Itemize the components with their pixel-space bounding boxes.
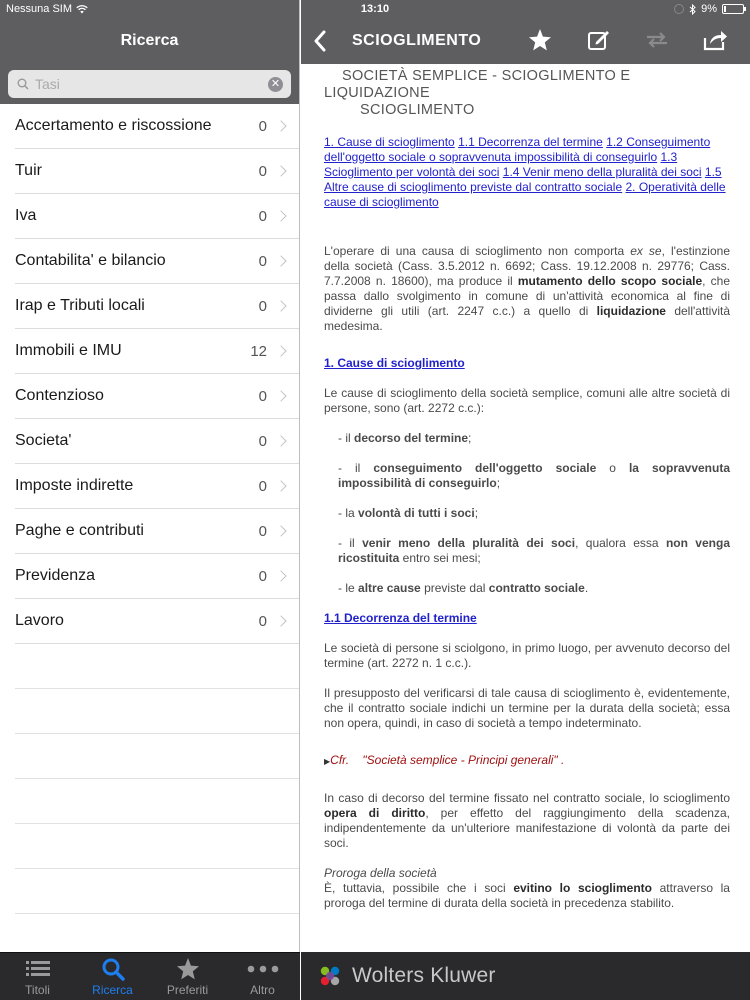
battery-percent: 9% [701,3,717,15]
empty-row [15,869,299,914]
cfr-label: Cfr. [330,753,350,767]
category-count: 0 [258,387,267,405]
swap-arrows-icon[interactable] [644,28,670,52]
category-row[interactable] [15,239,299,284]
text-run: - il [338,536,363,550]
category-count: 0 [258,297,267,315]
battery-icon [722,4,744,14]
tab-altro-label: Altro [250,983,275,997]
orientation-lock-icon [674,4,684,14]
category-label: Accertamento e riscossione [15,117,212,134]
text-run: volontà di tutti i soci [358,506,475,520]
category-label: Societa' [15,432,72,449]
doc-heading [324,68,730,119]
text-run: L'operare di una causa di scioglimento non comporta [324,244,631,258]
chevron-right-icon [275,570,286,581]
tab-altro[interactable] [225,953,300,1000]
text-run: , per effetto del raggiungimento della scadenza, indipendentemente da un'ulteriore manifestazione di volontà da parte dei soci. [324,806,730,850]
list-icon [26,956,50,982]
text-run: contratto sociale [488,581,585,595]
category-label: Iva [15,207,37,224]
toc-link[interactable]: 1.2 Conseguimento dell'oggetto sociale o sopravvenuta impossibilità di conseguirlo [324,135,711,164]
doc-heading-line1: SOCIETÀ SEMPLICE - SCIOGLIMENTO E [342,68,631,84]
text-run: la sopravvenuta impossibilità di conseguirlo [338,461,731,490]
section-heading[interactable]: 1.1 Decorrenza del termine [324,611,477,625]
category-count: 0 [258,567,267,585]
back-icon[interactable] [313,30,327,52]
search-input[interactable] [29,71,268,97]
category-count: 0 [258,207,267,225]
chevron-right-icon [275,525,286,536]
toc-link[interactable]: 1.5 Altre cause di scioglimento previste dal contratto sociale [324,165,722,194]
empty-row [15,689,299,734]
category-label: Previdenza [15,567,96,584]
status-time: 13:10 [360,3,390,15]
text-run: mutamento dello scopo sociale [517,274,703,288]
section-paragraph: Le cause di scioglimento della società semplice, comuni alle altre società di persone, sono (art. 2272 c.c.): [324,386,730,415]
text-run: conseguimento dell'oggetto sociale [373,461,597,475]
tab-titoli-label: Titoli [25,983,50,997]
search-box[interactable] [8,70,291,98]
chevron-right-icon [275,165,286,176]
cfr-link-text: "Società semplice - Principi generali" . [362,753,565,767]
chevron-right-icon [275,390,286,401]
category-label: Tuir [15,162,42,179]
edit-note-icon[interactable] [587,28,611,52]
text-run: attraverso la proroga del termine di durata della società in precedenza stabilito. [324,881,730,910]
category-label: Imposte indirette [15,477,134,494]
text-run: . [584,581,589,595]
toc-link[interactable]: 2. Operatività delle cause di scioglimento [324,180,726,209]
category-label: Contabilita' e bilancio [15,252,166,269]
document-title: SCIOGLIMENTO [352,32,482,49]
section-paragraph: Le società di persone si sciolgono, in primo luogo, per avvenuto decorso del termine (art. 2272 n. 1 c.c.). [324,641,730,670]
text-run: evitino lo scioglimento [513,881,652,895]
text-run: opera di diritto [324,806,426,820]
status-right [674,3,744,15]
category-row[interactable] [15,194,299,239]
chevron-right-icon [275,255,286,266]
clear-search-button[interactable]: ✕ [268,77,283,92]
bullet-item [324,431,730,446]
text-run: , l'estinzione della società (Cass. 3.5.2012 n. 6692; Cass. 19.12.2008 n. 29776; Cass. 7.7.2008 n. 18600), ma produce il [324,244,730,288]
chevron-right-icon [275,210,286,221]
section-heading[interactable]: 1. Cause di scioglimento [324,356,465,370]
category-row[interactable] [15,104,299,149]
text-run: previste dal [420,581,489,595]
empty-row [15,644,299,689]
category-count: 0 [258,522,267,540]
search-pane [0,0,300,1000]
text-run: liquidazione [596,304,666,318]
tab-preferiti-label: Preferiti [166,983,209,997]
share-icon[interactable] [702,28,728,52]
document-pane [301,0,750,1000]
category-row[interactable] [15,464,299,509]
toc-link[interactable]: 1.1 Decorrenza del termine [458,135,603,149]
text-run: o [596,461,629,475]
category-row[interactable] [15,599,299,644]
section-paragraph [324,791,730,851]
text-run: È, tuttavia, possibile che i soci [324,881,514,895]
category-list [0,104,299,644]
bullet-item [324,461,730,491]
category-row[interactable] [15,509,299,554]
category-row[interactable] [15,419,299,464]
empty-list-area [0,644,299,914]
tab-bar [0,952,300,1000]
category-label: Immobili e IMU [15,342,122,359]
status-bar [0,0,750,20]
category-label: Irap e Tributi locali [15,297,145,314]
category-count: 0 [258,252,267,270]
chevron-right-icon [275,300,286,311]
bullet-item [324,536,730,566]
text-run: ; [496,476,501,490]
cross-reference[interactable] [324,753,730,769]
category-count: 0 [258,612,267,630]
toc-link[interactable]: 1.3 Scioglimento per volontà dei soci [324,150,678,179]
text-run: - il [338,461,374,475]
category-row[interactable] [15,284,299,329]
category-count: 0 [258,477,267,495]
empty-row [15,824,299,869]
chevron-right-icon [275,615,286,626]
text-run: altre cause [358,581,421,595]
text-run: - il [338,431,354,445]
category-row[interactable] [15,374,299,419]
category-label: Paghe e contributi [15,522,144,539]
brand-footer [301,952,750,1000]
toc-link[interactable]: 1. Cause di scioglimento [324,135,455,149]
favorite-star-icon[interactable] [528,28,552,52]
wolters-kluwer-logo-icon [316,962,344,990]
empty-row [15,779,299,824]
text-run: ; [468,431,472,445]
search-icon [101,956,125,982]
tab-preferiti[interactable] [150,953,225,1000]
tab-ricerca[interactable] [75,953,150,1000]
text-run: decorso del termine [354,431,469,445]
empty-row [15,734,299,779]
bluetooth-icon [689,4,696,15]
search-bar [0,64,299,104]
text-run: non venga ricostituita [338,536,730,565]
text-run: venir meno della pluralità dei soci [362,536,576,550]
more-icon [247,956,279,982]
tab-titoli[interactable] [0,953,75,1000]
text-run: ex se [630,244,662,258]
category-row[interactable] [15,329,299,374]
bullet-item [324,506,730,521]
chevron-right-icon [275,345,286,356]
brand-name: Wolters Kluwer [352,964,496,987]
section-paragraph: Il presupposto del verificarsi di tale causa di scioglimento è, evidentemente, che il contratto sociale indichi un termine per la durata della società; essa non opera, quindi, in caso di società a tempo indeterminato. [324,686,730,730]
text-run: ; [474,506,479,520]
arrow-right-icon: ▶ [324,757,331,766]
text-run: In caso di decorso del termine fissato nel contratto sociale, lo scioglimento [324,791,730,805]
chevron-right-icon [275,435,286,446]
battery-fill [724,6,726,12]
carrier-label: Nessuna SIM [6,3,73,15]
category-count: 0 [258,432,267,450]
category-label: Lavoro [15,612,64,629]
text-run: entro sei mesi; [399,551,481,565]
category-label: Contenzioso [15,387,104,404]
intro-paragraph [324,244,730,334]
toc-link[interactable]: 1.4 Venir meno della pluralità dei soci [502,165,702,179]
text-run: - la [338,506,359,520]
table-of-contents [324,135,730,210]
doc-heading-line2: LIQUIDAZIONE [324,85,430,101]
text-run: dell'attività medesima. [324,304,730,333]
section-paragraph [324,881,730,911]
document-body [301,64,750,952]
search-icon [17,78,29,90]
tab-ricerca-label: Ricerca [92,983,133,997]
category-count: 0 [258,162,267,180]
category-row[interactable] [15,149,299,194]
search-title: Ricerca [120,32,179,49]
bullet-item [324,581,730,596]
chevron-right-icon [275,480,286,491]
chevron-right-icon [275,120,286,131]
text-run: - le [338,581,359,595]
text-run: , che passa dallo svolgimento in comune di un'attività economica al fine di dividerne gli utili (art. 2247 c.c.) a quello di [324,274,730,318]
category-count: 12 [250,342,267,360]
star-icon [176,956,200,982]
category-row[interactable] [15,554,299,599]
doc-heading-line3: SCIOGLIMENTO [360,102,475,118]
subheading: Proroga della società [324,866,437,880]
category-count: 0 [258,117,267,135]
text-run: , qualora essa [575,536,666,550]
